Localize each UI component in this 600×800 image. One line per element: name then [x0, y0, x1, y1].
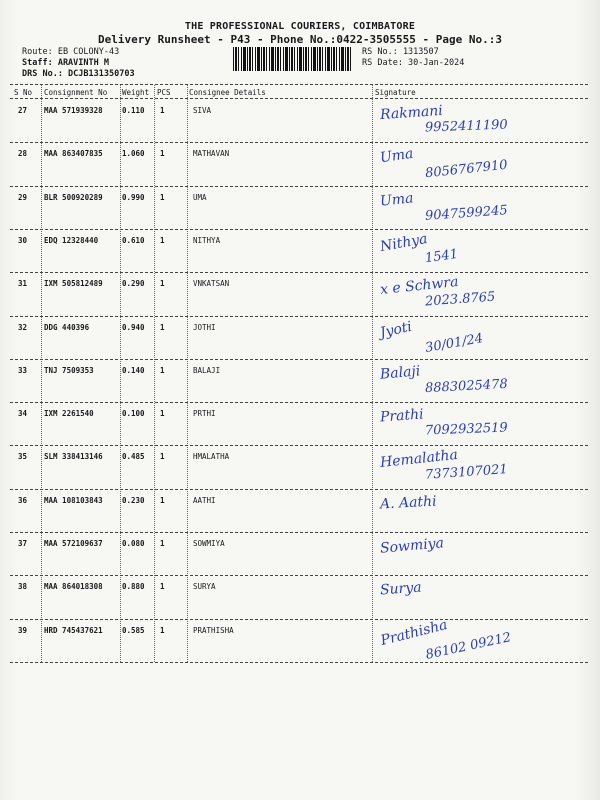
cell-sno: 28: [18, 149, 28, 159]
cell-consignee: HMALATHA: [193, 452, 230, 462]
row-rule: [10, 272, 588, 273]
runsheet-title: Delivery Runsheet - P43 - Phone No.:0422-3505555 - Page No.:3: [98, 33, 502, 46]
cell-weight: 0.880: [122, 582, 145, 592]
cell-pcs: 1: [160, 192, 165, 202]
cell-consignee: SURYA: [193, 582, 216, 592]
cell-weight: 0.290: [122, 279, 145, 289]
cell-consignee: UMA: [193, 192, 207, 202]
cell-consignee: BALAJI: [193, 365, 221, 375]
cell-pcs: 1: [160, 495, 165, 505]
cell-weight: 0.485: [122, 452, 145, 462]
signature-name: Uma: [379, 189, 415, 210]
signature-note: 8883025478: [424, 376, 509, 396]
rs-date: RS Date: 30-Jan-2024: [362, 58, 465, 68]
cell-weight: 0.100: [122, 409, 145, 419]
cell-consignee: MATHAVAN: [193, 149, 230, 159]
cell-sno: 30: [18, 235, 28, 245]
cell-sno: 35: [18, 452, 28, 462]
cell-consignee: NITHYA: [193, 235, 221, 245]
header-rule-top: [10, 84, 588, 85]
cell-consignee: SIVA: [193, 106, 212, 115]
row-rule: [10, 142, 588, 143]
signature-note: 7092932519: [424, 420, 508, 439]
cell-pcs: 1: [160, 279, 165, 289]
cell-consignment: TNJ 7509353: [44, 365, 94, 375]
cell-consignment: MAA 108103843: [44, 495, 103, 505]
cell-weight: 0.940: [122, 322, 145, 332]
signature-name: A. Aathi: [379, 493, 437, 513]
signature-note: 9047599245: [424, 202, 509, 224]
cell-consignment: EDQ 12328440: [44, 235, 99, 245]
cell-sno: 37: [18, 539, 28, 548]
signature-note: 7373107021: [424, 462, 509, 484]
rs-number: RS No.: 1313507: [362, 47, 439, 57]
signature-note: 2023.8765: [424, 289, 496, 310]
cell-consignment: MAA 864018308: [44, 582, 103, 592]
cell-weight: 0.610: [122, 235, 145, 245]
cell-consignee: PRTHI: [193, 409, 216, 419]
signature-name: Balaji: [379, 363, 421, 383]
signature-note: 1541: [424, 246, 459, 267]
signature-name: Jyoti: [378, 318, 414, 341]
signature-name: Nithya: [378, 230, 429, 255]
cell-sno: 29: [18, 192, 28, 202]
cell-sno: 32: [18, 322, 28, 332]
cell-weight: 0.585: [122, 625, 145, 635]
cell-weight: 1.060: [122, 149, 145, 159]
row-rule: [10, 229, 588, 230]
cell-weight: 0.990: [122, 192, 145, 202]
row-rule: [10, 619, 588, 620]
header-rule-bottom: [10, 98, 588, 99]
signature-name: Uma: [379, 146, 415, 167]
signature-name: Prathi: [379, 406, 425, 426]
cell-consignee: PRATHISHA: [193, 625, 234, 635]
cell-sno: 31: [18, 279, 28, 289]
col-sno: S No: [14, 88, 33, 97]
row-rule: [10, 186, 588, 187]
col-signature: Signature: [375, 88, 416, 97]
row-rule: [10, 489, 588, 490]
cell-weight: 0.080: [122, 539, 145, 548]
cell-pcs: 1: [160, 582, 165, 592]
cell-pcs: 1: [160, 235, 165, 245]
col-weight: Weight: [122, 88, 150, 97]
row-rule: [10, 402, 588, 403]
cell-pcs: 1: [160, 365, 165, 375]
row-rule: [10, 532, 588, 533]
cell-consignee: SOWMIYA: [193, 539, 225, 548]
col-consignment: Consignment No: [44, 88, 108, 97]
row-rule: [10, 575, 588, 576]
cell-consignment: SLM 338413146: [44, 452, 103, 462]
signature-note: 30/01/24: [424, 330, 485, 356]
cell-consignment: HRD 745437621: [44, 625, 103, 635]
row-rule: [10, 662, 588, 663]
signature-name: x e Schwra: [379, 274, 460, 299]
row-rule: [10, 316, 588, 317]
cell-sno: 27: [18, 106, 28, 115]
cell-consignee: VNKATSAN: [193, 279, 230, 289]
cell-weight: 0.230: [122, 495, 145, 505]
cell-sno: 38: [18, 582, 28, 592]
cell-pcs: 1: [160, 409, 165, 419]
signature-name: Rakmani: [379, 102, 444, 124]
cell-sno: 33: [18, 365, 28, 375]
cell-consignee: JOTHI: [193, 322, 216, 332]
signature-name: Surya: [379, 579, 423, 599]
cell-weight: 0.140: [122, 365, 145, 375]
signature-note: 9952411190: [424, 117, 508, 136]
cell-pcs: 1: [160, 149, 165, 159]
cell-consignment: DDG 440396: [44, 322, 90, 332]
cell-consignment: MAA 572109637: [44, 539, 103, 548]
cell-pcs: 1: [160, 452, 165, 462]
cell-pcs: 1: [160, 539, 165, 548]
cell-consignment: BLR 500920289: [44, 192, 103, 202]
staff-label: Staff: ARAVINTH M: [22, 58, 109, 68]
company-name: THE PROFESSIONAL COURIERS, COIMBATORE: [184, 21, 416, 32]
signature-note: 8056767910: [424, 158, 509, 182]
cell-consignment: IXM 505812489: [44, 279, 103, 289]
cell-pcs: 1: [160, 322, 165, 332]
route-label: Route: EB COLONY-43: [22, 47, 120, 57]
drs-number: DRS No.: DCJB131350703: [22, 69, 135, 79]
cell-pcs: 1: [160, 625, 165, 635]
cell-consignee: AATHI: [193, 495, 216, 505]
cell-sno: 36: [18, 495, 28, 505]
cell-consignment: IXM 2261540: [44, 409, 94, 419]
signature-name: Hemalatha: [379, 447, 459, 472]
cell-pcs: 1: [160, 106, 165, 115]
cell-sno: 34: [18, 409, 28, 419]
row-rule: [10, 359, 588, 360]
signature-name: Sowmiya: [379, 535, 445, 557]
signature-name: Prathisha: [379, 616, 450, 649]
cell-sno: 39: [18, 625, 28, 635]
col-pcs: PCS: [157, 88, 171, 97]
barcode: [233, 47, 351, 71]
cell-consignment: MAA 863407835: [44, 149, 103, 159]
signature-note: 86102 09212: [424, 629, 513, 663]
cell-consignment: MAA 571939328: [44, 106, 103, 115]
cell-weight: 0.110: [122, 106, 145, 115]
row-rule: [10, 445, 588, 446]
col-consignee: Consignee Details: [189, 88, 266, 97]
